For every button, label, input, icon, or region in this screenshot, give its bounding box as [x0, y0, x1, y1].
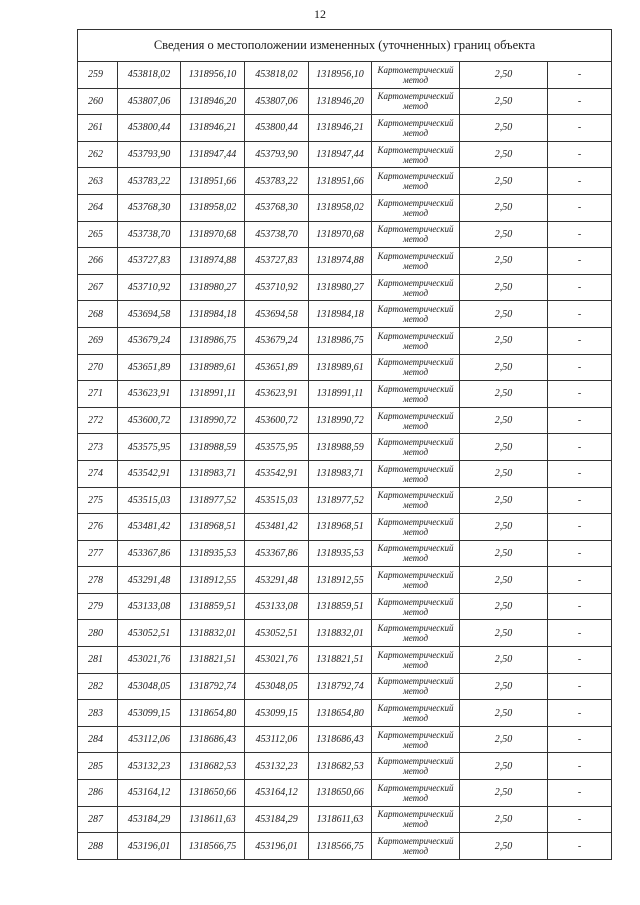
new-y-cell: 1318984,18: [309, 301, 372, 328]
existing-y-cell: 1318990,72: [181, 407, 245, 434]
point-number-cell: 268: [78, 301, 118, 328]
table-row: [78, 381, 612, 408]
new-y-cell: 1318977,52: [309, 487, 372, 514]
accuracy-cell: 2,50: [460, 514, 548, 541]
description-cell: -: [548, 647, 612, 674]
accuracy-cell: 2,50: [460, 274, 548, 301]
existing-x-cell: 453112,06: [118, 726, 181, 753]
table-row: [78, 753, 612, 780]
point-number-cell: 285: [78, 753, 118, 780]
existing-y-cell: 1318686,43: [181, 726, 245, 753]
point-number-cell: 277: [78, 540, 118, 567]
existing-x-cell: 453793,90: [118, 141, 181, 168]
accuracy-cell: 2,50: [460, 115, 548, 142]
new-y-cell: 1318956,10: [309, 62, 372, 89]
existing-x-cell: 453710,92: [118, 274, 181, 301]
method-cell: Картометрический метод: [372, 194, 460, 221]
existing-y-cell: 1318989,61: [181, 354, 245, 381]
description-cell: -: [548, 753, 612, 780]
point-number-cell: 287: [78, 806, 118, 833]
existing-y-cell: 1318611,63: [181, 806, 245, 833]
table-row: [78, 115, 612, 142]
existing-x-cell: 453651,89: [118, 354, 181, 381]
new-x-cell: 453818,02: [245, 62, 309, 89]
new-y-cell: 1318859,51: [309, 593, 372, 620]
table-row: [78, 540, 612, 567]
method-cell: Картометрический метод: [372, 567, 460, 594]
existing-x-cell: 453164,12: [118, 780, 181, 807]
description-cell: -: [548, 726, 612, 753]
existing-x-cell: 453542,91: [118, 460, 181, 487]
existing-x-cell: 453052,51: [118, 620, 181, 647]
description-cell: -: [548, 806, 612, 833]
method-cell: Картометрический метод: [372, 593, 460, 620]
new-x-cell: 453481,42: [245, 514, 309, 541]
accuracy-cell: 2,50: [460, 434, 548, 461]
existing-y-cell: 1318792,74: [181, 673, 245, 700]
existing-x-cell: 453600,72: [118, 407, 181, 434]
existing-x-cell: 453132,23: [118, 753, 181, 780]
new-y-cell: 1318650,66: [309, 780, 372, 807]
existing-y-cell: 1318986,75: [181, 327, 245, 354]
point-number-cell: 286: [78, 780, 118, 807]
table-row: [78, 62, 612, 89]
point-number-cell: 260: [78, 88, 118, 115]
existing-x-cell: 453575,95: [118, 434, 181, 461]
table-row: [78, 248, 612, 275]
point-number-cell: 265: [78, 221, 118, 248]
new-x-cell: 453738,70: [245, 221, 309, 248]
point-number-cell: 283: [78, 700, 118, 727]
accuracy-cell: 2,50: [460, 726, 548, 753]
existing-y-cell: 1318946,20: [181, 88, 245, 115]
table-row: [78, 168, 612, 195]
table-row: [78, 673, 612, 700]
description-cell: -: [548, 700, 612, 727]
description-cell: -: [548, 354, 612, 381]
method-cell: Картометрический метод: [372, 381, 460, 408]
existing-x-cell: 453727,83: [118, 248, 181, 275]
accuracy-cell: 2,50: [460, 460, 548, 487]
method-cell: Картометрический метод: [372, 327, 460, 354]
table-row: [78, 780, 612, 807]
new-y-cell: 1318989,61: [309, 354, 372, 381]
new-y-cell: 1318990,72: [309, 407, 372, 434]
new-y-cell: 1318986,75: [309, 327, 372, 354]
table-row: [78, 301, 612, 328]
existing-x-cell: 453768,30: [118, 194, 181, 221]
new-y-cell: 1318611,63: [309, 806, 372, 833]
new-y-cell: 1318682,53: [309, 753, 372, 780]
accuracy-cell: 2,50: [460, 62, 548, 89]
description-cell: -: [548, 833, 612, 860]
existing-x-cell: 453133,08: [118, 593, 181, 620]
new-x-cell: 453651,89: [245, 354, 309, 381]
accuracy-cell: 2,50: [460, 647, 548, 674]
existing-y-cell: 1318951,66: [181, 168, 245, 195]
existing-y-cell: 1318991,11: [181, 381, 245, 408]
new-x-cell: 453164,12: [245, 780, 309, 807]
method-cell: Картометрический метод: [372, 221, 460, 248]
description-cell: -: [548, 540, 612, 567]
existing-y-cell: 1318988,59: [181, 434, 245, 461]
point-number-cell: 270: [78, 354, 118, 381]
table-title-row: [78, 30, 612, 62]
table-row: [78, 274, 612, 301]
point-number-cell: 278: [78, 567, 118, 594]
point-number-cell: 273: [78, 434, 118, 461]
new-x-cell: 453048,05: [245, 673, 309, 700]
new-y-cell: 1318946,21: [309, 115, 372, 142]
existing-x-cell: 453515,03: [118, 487, 181, 514]
description-cell: -: [548, 62, 612, 89]
accuracy-cell: 2,50: [460, 673, 548, 700]
existing-y-cell: 1318912,55: [181, 567, 245, 594]
new-x-cell: 453196,01: [245, 833, 309, 860]
description-cell: -: [548, 780, 612, 807]
existing-y-cell: 1318946,21: [181, 115, 245, 142]
existing-y-cell: 1318947,44: [181, 141, 245, 168]
accuracy-cell: 2,50: [460, 700, 548, 727]
method-cell: Картометрический метод: [372, 301, 460, 328]
description-cell: -: [548, 514, 612, 541]
table-row: [78, 647, 612, 674]
method-cell: Картометрический метод: [372, 248, 460, 275]
new-x-cell: 453515,03: [245, 487, 309, 514]
accuracy-cell: 2,50: [460, 301, 548, 328]
description-cell: -: [548, 593, 612, 620]
point-number-cell: 276: [78, 514, 118, 541]
existing-x-cell: 453048,05: [118, 673, 181, 700]
existing-y-cell: 1318832,01: [181, 620, 245, 647]
table-row: [78, 407, 612, 434]
new-y-cell: 1318792,74: [309, 673, 372, 700]
accuracy-cell: 2,50: [460, 407, 548, 434]
description-cell: -: [548, 301, 612, 328]
table-row: [78, 620, 612, 647]
point-number-cell: 271: [78, 381, 118, 408]
point-number-cell: 281: [78, 647, 118, 674]
new-x-cell: 453052,51: [245, 620, 309, 647]
point-number-cell: 262: [78, 141, 118, 168]
new-x-cell: 453367,86: [245, 540, 309, 567]
method-cell: Картометрический метод: [372, 141, 460, 168]
point-number-cell: 261: [78, 115, 118, 142]
point-number-cell: 264: [78, 194, 118, 221]
table-row: [78, 194, 612, 221]
new-x-cell: 453291,48: [245, 567, 309, 594]
existing-y-cell: 1318682,53: [181, 753, 245, 780]
method-cell: Картометрический метод: [372, 514, 460, 541]
method-cell: Картометрический метод: [372, 460, 460, 487]
method-cell: Картометрический метод: [372, 88, 460, 115]
existing-x-cell: 453184,29: [118, 806, 181, 833]
existing-x-cell: 453291,48: [118, 567, 181, 594]
new-y-cell: 1318983,71: [309, 460, 372, 487]
existing-y-cell: 1318566,75: [181, 833, 245, 860]
new-y-cell: 1318947,44: [309, 141, 372, 168]
existing-x-cell: 453783,22: [118, 168, 181, 195]
point-number-cell: 269: [78, 327, 118, 354]
new-y-cell: 1318968,51: [309, 514, 372, 541]
accuracy-cell: 2,50: [460, 620, 548, 647]
accuracy-cell: 2,50: [460, 753, 548, 780]
existing-y-cell: 1318935,53: [181, 540, 245, 567]
accuracy-cell: 2,50: [460, 221, 548, 248]
accuracy-cell: 2,50: [460, 567, 548, 594]
existing-x-cell: 453367,86: [118, 540, 181, 567]
existing-x-cell: 453623,91: [118, 381, 181, 408]
existing-y-cell: 1318977,52: [181, 487, 245, 514]
new-x-cell: 453679,24: [245, 327, 309, 354]
method-cell: Картометрический метод: [372, 806, 460, 833]
new-y-cell: 1318970,68: [309, 221, 372, 248]
method-cell: Картометрический метод: [372, 434, 460, 461]
existing-y-cell: 1318654,80: [181, 700, 245, 727]
method-cell: Картометрический метод: [372, 168, 460, 195]
method-cell: Картометрический метод: [372, 115, 460, 142]
method-cell: Картометрический метод: [372, 620, 460, 647]
new-x-cell: 453575,95: [245, 434, 309, 461]
accuracy-cell: 2,50: [460, 168, 548, 195]
point-number-cell: 263: [78, 168, 118, 195]
existing-y-cell: 1318980,27: [181, 274, 245, 301]
table-row: [78, 514, 612, 541]
description-cell: -: [548, 673, 612, 700]
description-cell: -: [548, 194, 612, 221]
new-y-cell: 1318832,01: [309, 620, 372, 647]
table-row: [78, 434, 612, 461]
new-y-cell: 1318991,11: [309, 381, 372, 408]
table-row: [78, 460, 612, 487]
accuracy-cell: 2,50: [460, 327, 548, 354]
method-cell: Картометрический метод: [372, 540, 460, 567]
method-cell: Картометрический метод: [372, 780, 460, 807]
existing-y-cell: 1318821,51: [181, 647, 245, 674]
accuracy-cell: 2,50: [460, 88, 548, 115]
description-cell: -: [548, 567, 612, 594]
point-number-cell: 266: [78, 248, 118, 275]
point-number-cell: 279: [78, 593, 118, 620]
method-cell: Картометрический метод: [372, 673, 460, 700]
existing-x-cell: 453738,70: [118, 221, 181, 248]
description-cell: -: [548, 88, 612, 115]
existing-x-cell: 453818,02: [118, 62, 181, 89]
point-number-cell: 280: [78, 620, 118, 647]
new-x-cell: 453807,06: [245, 88, 309, 115]
table-row: [78, 806, 612, 833]
method-cell: Картометрический метод: [372, 487, 460, 514]
new-y-cell: 1318935,53: [309, 540, 372, 567]
accuracy-cell: 2,50: [460, 487, 548, 514]
page-number: 12: [314, 7, 326, 21]
new-x-cell: 453710,92: [245, 274, 309, 301]
existing-y-cell: 1318958,02: [181, 194, 245, 221]
method-cell: Картометрический метод: [372, 647, 460, 674]
existing-y-cell: 1318974,88: [181, 248, 245, 275]
new-y-cell: 1318988,59: [309, 434, 372, 461]
accuracy-cell: 2,50: [460, 248, 548, 275]
table-row: [78, 487, 612, 514]
existing-x-cell: 453807,06: [118, 88, 181, 115]
point-number-cell: 267: [78, 274, 118, 301]
new-x-cell: 453542,91: [245, 460, 309, 487]
accuracy-cell: 2,50: [460, 381, 548, 408]
description-cell: -: [548, 274, 612, 301]
new-x-cell: 453623,91: [245, 381, 309, 408]
existing-x-cell: 453021,76: [118, 647, 181, 674]
new-x-cell: 453600,72: [245, 407, 309, 434]
new-x-cell: 453112,06: [245, 726, 309, 753]
existing-y-cell: 1318650,66: [181, 780, 245, 807]
new-x-cell: 453184,29: [245, 806, 309, 833]
new-x-cell: 453768,30: [245, 194, 309, 221]
existing-y-cell: 1318983,71: [181, 460, 245, 487]
description-cell: -: [548, 381, 612, 408]
new-x-cell: 453132,23: [245, 753, 309, 780]
description-cell: -: [548, 115, 612, 142]
existing-x-cell: 453800,44: [118, 115, 181, 142]
new-y-cell: 1318980,27: [309, 274, 372, 301]
accuracy-cell: 2,50: [460, 354, 548, 381]
new-x-cell: 453133,08: [245, 593, 309, 620]
accuracy-cell: 2,50: [460, 806, 548, 833]
point-number-cell: 259: [78, 62, 118, 89]
existing-y-cell: 1318956,10: [181, 62, 245, 89]
new-y-cell: 1318686,43: [309, 726, 372, 753]
table-row: [78, 221, 612, 248]
existing-y-cell: 1318970,68: [181, 221, 245, 248]
table-row: [78, 354, 612, 381]
point-number-cell: 288: [78, 833, 118, 860]
new-y-cell: 1318946,20: [309, 88, 372, 115]
new-y-cell: 1318958,02: [309, 194, 372, 221]
description-cell: -: [548, 168, 612, 195]
point-number-cell: 272: [78, 407, 118, 434]
method-cell: Картометрический метод: [372, 407, 460, 434]
new-x-cell: 453099,15: [245, 700, 309, 727]
new-x-cell: 453021,76: [245, 647, 309, 674]
new-y-cell: 1318566,75: [309, 833, 372, 860]
method-cell: Картометрический метод: [372, 753, 460, 780]
table-row: [78, 141, 612, 168]
description-cell: -: [548, 141, 612, 168]
accuracy-cell: 2,50: [460, 833, 548, 860]
existing-y-cell: 1318859,51: [181, 593, 245, 620]
description-cell: -: [548, 460, 612, 487]
accuracy-cell: 2,50: [460, 780, 548, 807]
existing-x-cell: 453196,01: [118, 833, 181, 860]
table-row: [78, 726, 612, 753]
new-x-cell: 453783,22: [245, 168, 309, 195]
accuracy-cell: 2,50: [460, 593, 548, 620]
existing-y-cell: 1318968,51: [181, 514, 245, 541]
existing-x-cell: 453679,24: [118, 327, 181, 354]
existing-x-cell: 453099,15: [118, 700, 181, 727]
description-cell: -: [548, 327, 612, 354]
point-number-cell: 282: [78, 673, 118, 700]
method-cell: Картометрический метод: [372, 354, 460, 381]
new-y-cell: 1318821,51: [309, 647, 372, 674]
table-row: [78, 593, 612, 620]
description-cell: -: [548, 221, 612, 248]
table-row: [78, 88, 612, 115]
accuracy-cell: 2,50: [460, 194, 548, 221]
table-row: [78, 567, 612, 594]
new-y-cell: 1318951,66: [309, 168, 372, 195]
boundary-coordinates-table: [77, 29, 612, 860]
description-cell: -: [548, 248, 612, 275]
description-cell: -: [548, 434, 612, 461]
description-cell: -: [548, 620, 612, 647]
new-y-cell: 1318654,80: [309, 700, 372, 727]
existing-x-cell: 453481,42: [118, 514, 181, 541]
method-cell: Картометрический метод: [372, 62, 460, 89]
new-y-cell: 1318912,55: [309, 567, 372, 594]
point-number-cell: 284: [78, 726, 118, 753]
table-row: [78, 327, 612, 354]
description-cell: -: [548, 487, 612, 514]
table-row: [78, 833, 612, 860]
new-x-cell: 453727,83: [245, 248, 309, 275]
method-cell: Картометрический метод: [372, 726, 460, 753]
new-x-cell: 453793,90: [245, 141, 309, 168]
new-y-cell: 1318974,88: [309, 248, 372, 275]
method-cell: Картометрический метод: [372, 700, 460, 727]
point-number-cell: 275: [78, 487, 118, 514]
existing-x-cell: 453694,58: [118, 301, 181, 328]
accuracy-cell: 2,50: [460, 141, 548, 168]
accuracy-cell: 2,50: [460, 540, 548, 567]
method-cell: Картометрический метод: [372, 274, 460, 301]
new-x-cell: 453694,58: [245, 301, 309, 328]
existing-y-cell: 1318984,18: [181, 301, 245, 328]
point-number-cell: 274: [78, 460, 118, 487]
description-cell: -: [548, 407, 612, 434]
table-row: [78, 700, 612, 727]
new-x-cell: 453800,44: [245, 115, 309, 142]
method-cell: Картометрический метод: [372, 833, 460, 860]
table-title: Сведения о местоположении измененных (уточненных) границ объекта: [78, 30, 612, 62]
